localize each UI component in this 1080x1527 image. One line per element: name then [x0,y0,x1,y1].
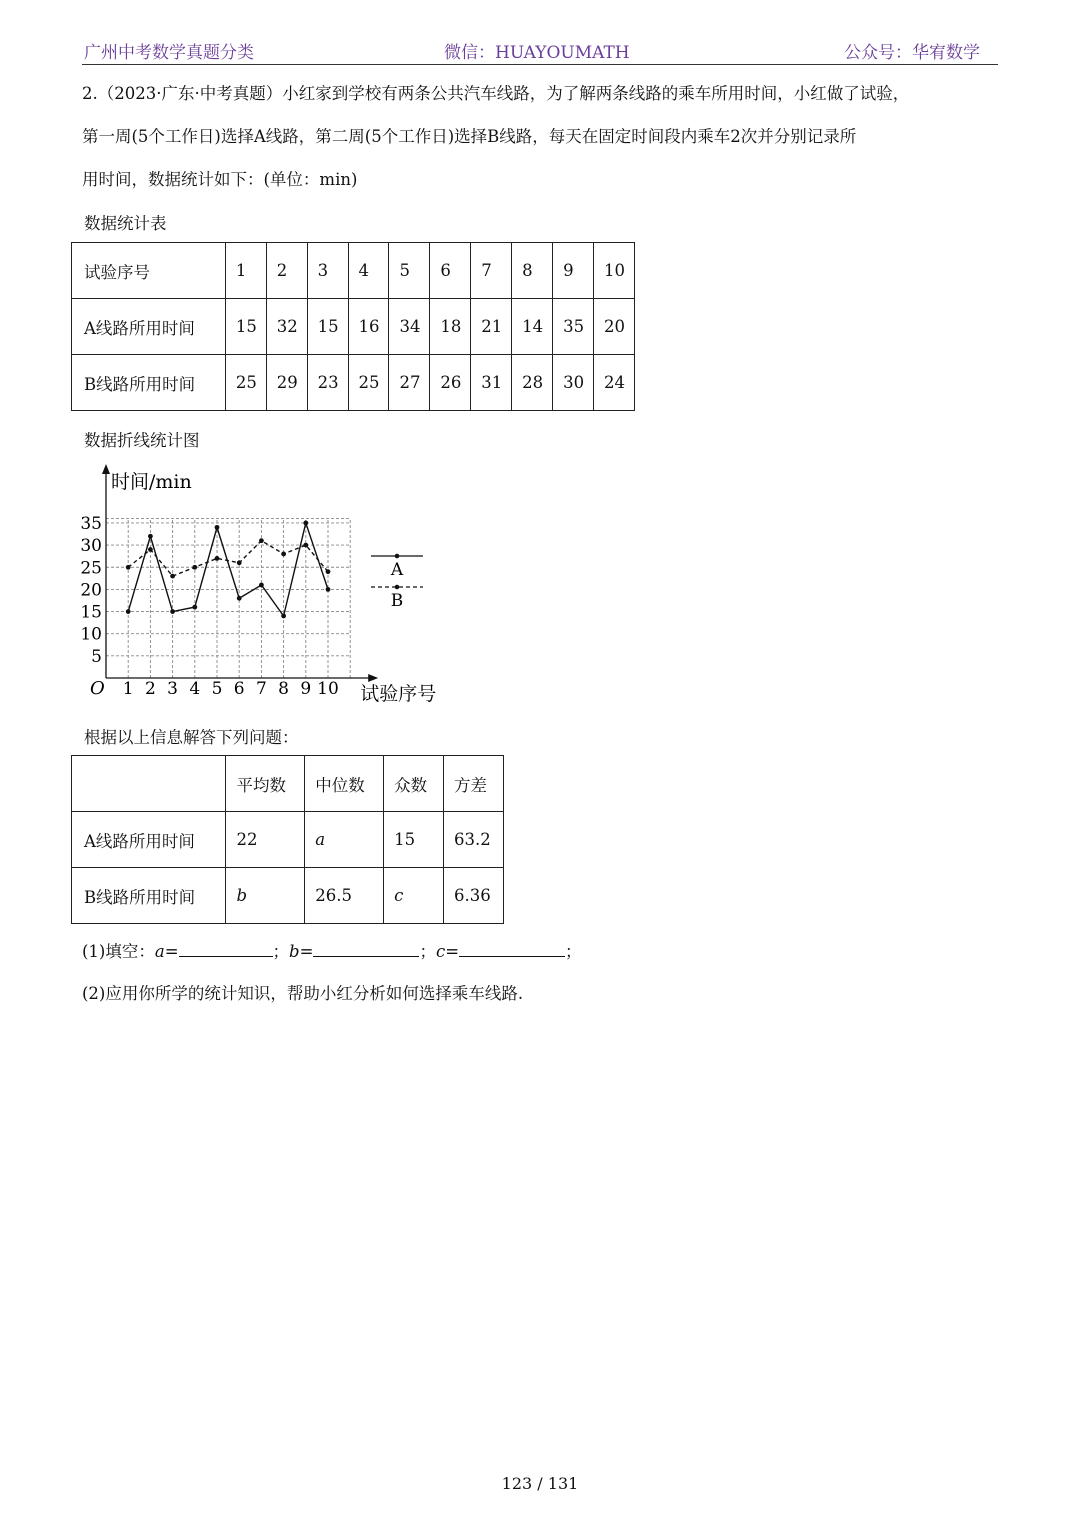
data-point-a [170,609,175,614]
data-point-a [259,583,264,588]
x-axis-arrow [368,674,378,682]
data-point-a [126,609,131,614]
stats-b-mode [384,868,444,924]
b-time-cell: 26 [430,355,471,411]
data-point-a [148,534,153,539]
legend-label-a: A [390,560,404,580]
var-a: a [315,830,326,849]
a-time-cell: 16 [348,299,389,355]
a-time-cell: 15 [307,299,348,355]
a-time-cell: 21 [471,299,512,355]
question-2: (2)应用你所学的统计知识，帮助小红分析如何选择乘车线路. [82,984,524,1003]
stats-header-mean: 平均数 [226,756,305,812]
trial-cell: 5 [389,243,430,299]
stats-b-variance: 6.36 [444,868,504,924]
x-tick-label: 5 [211,679,223,699]
stats-table [71,755,504,924]
stats-label-b: B线路所用时间 [72,868,226,924]
trial-cell: 6 [430,243,471,299]
q1-eq-a: = [164,942,179,961]
trial-cell: 9 [553,243,594,299]
stats-b-median: 26.5 [305,868,384,924]
b-row [72,355,635,411]
a-time-cell: 20 [593,299,634,355]
x-tick-label: 2 [144,679,156,699]
data-point-b [326,569,331,574]
data-point-a [192,605,197,610]
b-time-cell: 31 [471,355,512,411]
data-point-b [192,565,197,570]
q1-a-label: a [154,942,165,961]
problem-line-3: 用时间，数据统计如下：(单位：min) [82,170,358,189]
data-point-a [303,521,308,526]
data-point-b [237,560,242,565]
series-line-a [128,523,328,616]
y-tick-label: 10 [80,624,102,645]
y-axis-arrow [102,464,110,474]
page-number: 123 / 131 [501,1474,579,1493]
trial-cell: 8 [512,243,553,299]
stats-row-a [72,812,504,868]
x-axis-label: 试验序号 [360,683,437,705]
stats-a-mean: 22 [226,812,305,868]
stats-header-empty [72,756,226,812]
data-point-b [303,543,308,548]
y-tick-label: 15 [80,602,102,623]
b-time-cell: 25 [225,355,266,411]
var-b: b [236,886,248,905]
stats-row-b [72,868,504,924]
header-middle: 微信：HUAYOUMATH [444,43,630,63]
stats-header-mode: 众数 [384,756,444,812]
chart-series [126,521,331,619]
data-table [71,242,635,411]
b-time-cell: 28 [512,355,553,411]
page-header [82,38,998,65]
legend-label-b: B [390,591,404,611]
problem-line-1: 2.（2023·广东·中考真题）小红家到学校有两条公共汽车线路，为了解两条线路的乘车所用时间，小红做了试验， [82,84,910,103]
a-time-cell: 35 [553,299,594,355]
stats-header-row [72,756,504,812]
b-time-cell: 27 [389,355,430,411]
q1-prefix: (1)填空： [82,942,155,961]
y-tick-label: 5 [91,646,102,667]
trial-cell: 10 [593,243,634,299]
b-time-cell: 23 [307,355,348,411]
trial-cell: 4 [348,243,389,299]
row-label-a: A线路所用时间 [72,299,226,355]
a-time-cell: 34 [389,299,430,355]
chart-ticks [80,514,338,699]
stats-a-median [305,812,384,868]
y-tick-label: 20 [80,580,102,601]
data-point-a [281,614,286,619]
trial-cell: 7 [471,243,512,299]
trial-cell: 3 [307,243,348,299]
legend-marker-a [395,554,400,559]
stats-a-mode: 15 [384,812,444,868]
chart-grid [106,519,350,678]
x-tick-label: 3 [167,679,179,699]
b-time-cell: 25 [348,355,389,411]
header-right: 公众号：华宥数学 [844,43,980,63]
chart-legend [371,554,423,611]
b-time-cell: 24 [593,355,634,411]
x-tick-label: 6 [233,679,245,699]
row-label-trial: 试验序号 [72,243,226,299]
b-time-cell: 29 [266,355,307,411]
a-time-cell: 18 [430,299,471,355]
q1-b-label: b [289,942,300,961]
table1-caption: 数据统计表 [84,214,167,233]
origin-label: O [90,678,105,699]
trial-cell: 2 [266,243,307,299]
data-point-a [215,525,220,530]
stats-header-variance: 方差 [444,756,504,812]
chart-caption: 数据折线统计图 [84,431,200,450]
x-tick-label: 1 [122,679,134,699]
stats-header-median: 中位数 [305,756,384,812]
var-c: c [394,886,404,905]
x-tick-label: 8 [278,679,290,699]
problem-line-2: 第一周(5个工作日)选择A线路，第二周(5个工作日)选择B线路，每天在固定时间段内乘车2次并分别记录所 [82,127,857,146]
a-time-cell: 15 [225,299,266,355]
q1-b-blank[interactable] [313,940,419,957]
a-time-cell: 32 [266,299,307,355]
q1-sep-1: ； [272,942,290,961]
q1-a-blank[interactable] [179,940,273,957]
data-point-b [215,556,220,561]
q1-eq-c: = [445,942,460,961]
legend-marker-b [395,585,400,590]
b-time-cell: 30 [553,355,594,411]
data-point-a [326,587,331,592]
trial-row [72,243,635,299]
y-tick-label: 25 [80,558,102,579]
q1-sep-2: ； [419,942,436,961]
q1-c-blank[interactable] [459,940,565,957]
row-label-b: B线路所用时间 [72,355,226,411]
stats-b-mean [226,868,305,924]
x-tick-label: 10 [317,679,339,699]
q1-sep-3: ； [565,942,582,961]
stats-label-a: A线路所用时间 [72,812,226,868]
question-1 [82,940,1002,963]
question-intro: 根据以上信息解答下列问题： [84,728,299,747]
data-point-b [126,565,131,570]
x-tick-label: 7 [255,679,267,699]
y-tick-label: 30 [80,536,102,557]
trial-cell: 1 [225,243,266,299]
a-time-cell: 14 [512,299,553,355]
data-point-b [148,547,153,552]
x-tick-label: 4 [189,679,201,699]
x-tick-label: 9 [300,679,312,699]
header-left: 广州中考数学真题分类 [84,43,254,63]
data-point-a [237,596,242,601]
a-row [72,299,635,355]
line-chart [80,460,440,710]
q1-c-label: c [435,942,446,961]
y-axis-label: 时间/min [111,471,192,493]
y-tick-label: 35 [80,513,102,534]
stats-a-variance: 63.2 [444,812,504,868]
q1-eq-b: = [299,942,314,961]
data-point-b [170,574,175,579]
data-point-b [281,552,286,557]
data-point-b [259,538,264,543]
